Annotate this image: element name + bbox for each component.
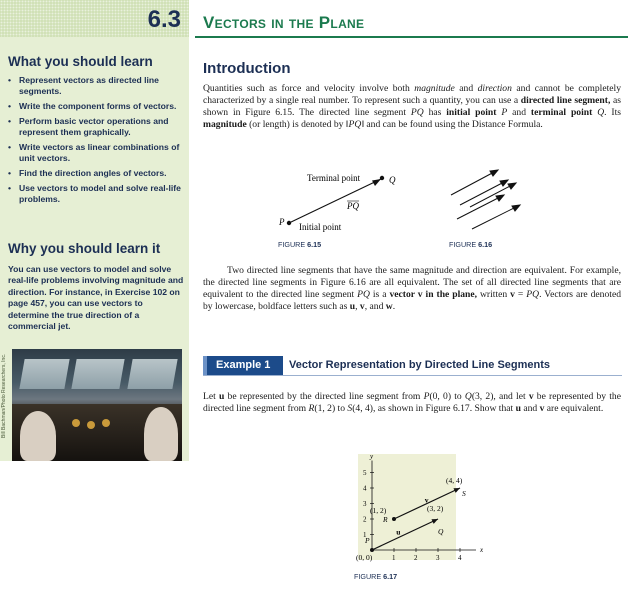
learn-item: • Represent vectors as directed line segments. <box>8 75 186 97</box>
y-tick-label: 3 <box>363 500 367 508</box>
label-4-4: (4, 4) <box>446 476 463 485</box>
figure-6-17 <box>350 444 484 566</box>
learn-item: • Use vectors to model and solve real-life problems. <box>8 183 186 205</box>
y-tick-label: 4 <box>363 484 367 493</box>
label-Q: Q <box>438 526 444 536</box>
gauge <box>72 419 80 427</box>
cockpit-window <box>127 359 177 389</box>
y-tick-label: 5 <box>363 469 367 477</box>
arrowhead <box>512 205 520 211</box>
label-v: v <box>424 495 429 505</box>
intro-paragraph: Quantities such as force and velocity involve both magnitude and direction and cannot be completely characterized by a single real number. To represent such a quantity, you can use a directed line segment, as shown in Figure 6.15. The directed line segment PQ has initial point P and terminal point Q. Its magnitude (or length) is denoted by ‖PQ‖ and can be found using the Distance Formula. <box>203 83 622 130</box>
pq-arrowhead <box>372 179 381 186</box>
photo-credit: Bill Bachman/Photo Researchers, Inc. <box>1 353 7 438</box>
vector-u-start <box>370 548 374 552</box>
caption-prefix: FIGURE <box>278 240 306 249</box>
equivalent-segment <box>451 171 496 195</box>
label-S: S <box>462 489 466 499</box>
equivalent-segment <box>472 206 518 229</box>
initial-label: Initial point <box>299 222 342 232</box>
section-title-bar <box>195 8 628 38</box>
caption-prefix: FIGURE <box>449 240 477 249</box>
y-tick-label: 2 <box>363 515 367 524</box>
example-header <box>203 356 622 376</box>
label-R: R <box>383 515 388 524</box>
label-0-0: (0, 0) <box>356 553 373 562</box>
learn-heading: What you should learn <box>8 54 153 69</box>
pq-label: PQ <box>347 201 359 211</box>
terminal-label: Terminal point <box>307 173 361 183</box>
gauge <box>102 419 110 427</box>
section-number: 6.3 <box>147 6 181 33</box>
gauge <box>87 421 95 429</box>
caption-6-17 <box>354 572 397 581</box>
why-heading: Why you should learn it <box>8 241 161 256</box>
cockpit-window <box>71 359 124 389</box>
y-tick-label: 1 <box>363 531 367 539</box>
label-u: u <box>396 527 401 537</box>
x-tick-label: 1 <box>392 554 396 562</box>
sidebar <box>0 0 189 589</box>
caption-number: 6.15 <box>307 240 322 249</box>
label-3-2: (3, 2) <box>427 504 444 513</box>
pq-segment <box>289 179 381 223</box>
caption-6-16 <box>449 240 492 249</box>
learn-item: • Write vectors as linear combinations of unit vectors. <box>8 142 186 164</box>
cockpit-photo <box>12 349 182 461</box>
pilot-right <box>144 407 178 461</box>
example-title: Vector Representation by Directed Line Segments <box>289 359 551 371</box>
q-point <box>380 176 384 180</box>
sidebar-blank <box>0 461 189 589</box>
why-text: You can use vectors to model and solve real-life problems involving magnitude and direction. For instance, in Exercise 102 on page 457, you can use vectors to determine the true direction of a commercial jet. <box>8 264 184 332</box>
caption-number: 6.17 <box>383 572 398 581</box>
example-tab <box>203 356 283 376</box>
caption-number: 6.16 <box>478 240 493 249</box>
arrowhead <box>496 195 504 201</box>
equivalent-segment <box>470 184 514 207</box>
figure-6-16 <box>448 163 528 233</box>
arrowhead <box>508 183 516 189</box>
x-axis-label: x <box>480 546 484 554</box>
caption-6-15 <box>278 240 321 249</box>
equivalent-segment <box>457 196 502 219</box>
x-tick-label: 2 <box>414 554 418 562</box>
figure-6-15 <box>275 165 405 235</box>
learn-item: • Write the component forms of vectors. <box>8 101 186 112</box>
pilot-left <box>20 411 56 461</box>
arrowhead <box>490 170 498 176</box>
intro-heading: Introduction <box>203 60 291 77</box>
cockpit-window <box>19 359 69 389</box>
x-tick-label: 3 <box>436 554 440 562</box>
y-axis-label: y <box>370 452 374 461</box>
label-P: P <box>365 536 370 545</box>
equivalent-paragraph: Two directed line segments that have the same magnitude and direction are equivalent. For example, the directed line segments in Figure 6.16 are all equivalent. The set of all directed line segments that are equivalent to the directed line segment PQ is a vector v in the plane, written v = PQ. Vectors are denoted by lowercase, boldface letters such as u, v, and w. <box>203 265 621 312</box>
vector-v-start <box>392 517 396 521</box>
learn-list <box>8 75 186 209</box>
label-1-2: (1, 2) <box>370 506 387 515</box>
section-title: Vectors in the Plane <box>203 13 365 32</box>
example-rule <box>203 375 622 376</box>
learn-item: • Find the direction angles of vectors. <box>8 168 186 179</box>
x-tick-label: 4 <box>458 554 462 562</box>
p-label: P <box>279 217 285 227</box>
caption-prefix: FIGURE <box>354 572 382 581</box>
q-label: Q <box>389 175 396 185</box>
p-point <box>287 221 291 225</box>
learn-item: • Perform basic vector operations and represent them graphically. <box>8 116 186 138</box>
example-paragraph: Let u be represented by the directed line segment from P(0, 0) to Q(3, 2), and let v be represented by the directed line segment from R(1, 2) to S(4, 4), as shown in Figure 6.17. Show that u and v are equivalent. <box>203 391 621 414</box>
example-label: Example 1 <box>216 359 271 371</box>
arrowhead <box>500 180 508 186</box>
